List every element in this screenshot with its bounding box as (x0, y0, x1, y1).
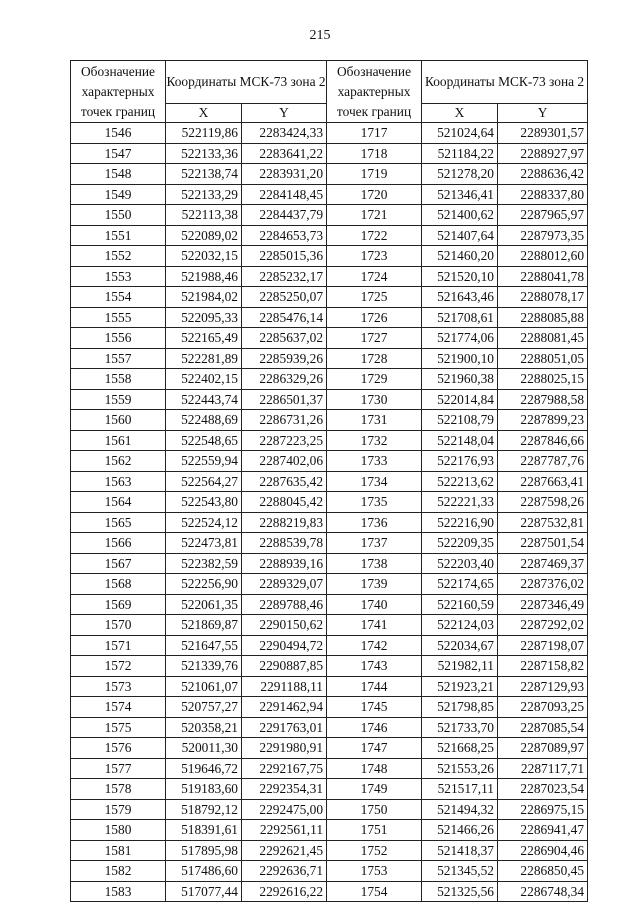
cell-x-left: 522281,89 (166, 348, 242, 369)
cell-y-right: 2287093,25 (498, 697, 588, 718)
table-row (71, 799, 588, 820)
cell-point-id-left: 1565 (71, 512, 166, 533)
cell-point-id-left: 1556 (71, 328, 166, 349)
cell-y-left: 2290150,62 (242, 615, 327, 636)
cell-point-id-right: 1726 (327, 307, 422, 328)
table-row (71, 717, 588, 738)
table-row (71, 861, 588, 882)
cell-point-id-left: 1546 (71, 123, 166, 144)
table-row (71, 574, 588, 595)
cell-point-id-right: 1742 (327, 635, 422, 656)
cell-y-left: 2288045,42 (242, 492, 327, 513)
cell-point-id-right: 1732 (327, 430, 422, 451)
table-row (71, 594, 588, 615)
cell-x-right: 521024,64 (422, 123, 498, 144)
cell-point-id-right: 1734 (327, 471, 422, 492)
cell-y-right: 2287899,23 (498, 410, 588, 431)
cell-point-id-right: 1723 (327, 246, 422, 267)
table-row (71, 307, 588, 328)
cell-x-left: 522473,81 (166, 533, 242, 554)
cell-y-left: 2292616,22 (242, 881, 327, 902)
cell-y-right: 2287376,02 (498, 574, 588, 595)
cell-x-left: 522113,38 (166, 205, 242, 226)
cell-point-id-right: 1736 (327, 512, 422, 533)
cell-point-id-left: 1555 (71, 307, 166, 328)
cell-point-id-left: 1576 (71, 738, 166, 759)
cell-point-id-left: 1578 (71, 779, 166, 800)
cell-y-right: 2287089,97 (498, 738, 588, 759)
cell-point-id-left: 1566 (71, 533, 166, 554)
cell-point-id-right: 1735 (327, 492, 422, 513)
table-row (71, 225, 588, 246)
table-row (71, 758, 588, 779)
cell-y-right: 2286748,34 (498, 881, 588, 902)
cell-x-right: 521923,21 (422, 676, 498, 697)
table-header (71, 61, 588, 123)
cell-x-right: 521520,10 (422, 266, 498, 287)
cell-y-left: 2285637,02 (242, 328, 327, 349)
table-row (71, 348, 588, 369)
cell-point-id-left: 1583 (71, 881, 166, 902)
cell-point-id-left: 1579 (71, 799, 166, 820)
cell-y-right: 2287023,54 (498, 779, 588, 800)
cell-y-left: 2292561,11 (242, 820, 327, 841)
cell-point-id-right: 1718 (327, 143, 422, 164)
cell-x-right: 521668,25 (422, 738, 498, 759)
cell-x-right: 521798,85 (422, 697, 498, 718)
cell-y-right: 2287965,97 (498, 205, 588, 226)
cell-point-id-right: 1733 (327, 451, 422, 472)
table-row (71, 123, 588, 144)
table-row (71, 615, 588, 636)
cell-y-left: 2285250,07 (242, 287, 327, 308)
table-row (71, 184, 588, 205)
header-x-left: X (166, 104, 242, 123)
cell-x-left: 520757,27 (166, 697, 242, 718)
cell-y-right: 2286904,46 (498, 840, 588, 861)
table-row (71, 492, 588, 513)
cell-x-right: 522160,59 (422, 594, 498, 615)
cell-point-id-left: 1580 (71, 820, 166, 841)
cell-y-right: 2287085,54 (498, 717, 588, 738)
cell-point-id-right: 1717 (327, 123, 422, 144)
cell-point-id-right: 1729 (327, 369, 422, 390)
cell-point-id-right: 1737 (327, 533, 422, 554)
cell-x-left: 521061,07 (166, 676, 242, 697)
cell-y-right: 2287129,93 (498, 676, 588, 697)
cell-y-left: 2290494,72 (242, 635, 327, 656)
cell-y-right: 2288081,45 (498, 328, 588, 349)
cell-y-right: 2287598,26 (498, 492, 588, 513)
cell-y-left: 2285939,26 (242, 348, 327, 369)
cell-x-left: 520011,30 (166, 738, 242, 759)
cell-y-left: 2283424,33 (242, 123, 327, 144)
cell-point-id-right: 1751 (327, 820, 422, 841)
cell-y-right: 2288078,17 (498, 287, 588, 308)
cell-x-right: 521774,06 (422, 328, 498, 349)
table-row (71, 840, 588, 861)
cell-x-right: 522221,33 (422, 492, 498, 513)
cell-y-left: 2292475,00 (242, 799, 327, 820)
cell-y-right: 2287198,07 (498, 635, 588, 656)
cell-x-left: 521339,76 (166, 656, 242, 677)
cell-x-right: 522014,84 (422, 389, 498, 410)
cell-x-left: 519183,60 (166, 779, 242, 800)
cell-y-right: 2288927,97 (498, 143, 588, 164)
cell-y-right: 2287469,37 (498, 553, 588, 574)
cell-x-left: 518792,12 (166, 799, 242, 820)
cell-point-id-right: 1749 (327, 779, 422, 800)
cell-point-id-left: 1552 (71, 246, 166, 267)
cell-point-id-right: 1724 (327, 266, 422, 287)
cell-x-left: 520358,21 (166, 717, 242, 738)
cell-point-id-right: 1752 (327, 840, 422, 861)
cell-y-right: 2286941,47 (498, 820, 588, 841)
cell-y-right: 2287973,35 (498, 225, 588, 246)
cell-point-id-right: 1748 (327, 758, 422, 779)
cell-point-id-right: 1727 (327, 328, 422, 349)
cell-y-right: 2288025,15 (498, 369, 588, 390)
cell-point-id-right: 1746 (327, 717, 422, 738)
cell-y-left: 2288539,78 (242, 533, 327, 554)
cell-y-right: 2288012,60 (498, 246, 588, 267)
cell-x-right: 521960,38 (422, 369, 498, 390)
cell-y-right: 2287846,66 (498, 430, 588, 451)
table-row (71, 738, 588, 759)
cell-point-id-left: 1562 (71, 451, 166, 472)
coordinates-table (70, 60, 588, 902)
cell-point-id-left: 1557 (71, 348, 166, 369)
header-point-designation-right: Обозначение характерных точек границ (327, 61, 422, 123)
cell-point-id-right: 1750 (327, 799, 422, 820)
cell-x-right: 522148,04 (422, 430, 498, 451)
cell-x-left: 521988,46 (166, 266, 242, 287)
cell-point-id-left: 1573 (71, 676, 166, 697)
cell-point-id-left: 1564 (71, 492, 166, 513)
cell-y-right: 2287501,54 (498, 533, 588, 554)
cell-y-left: 2290887,85 (242, 656, 327, 677)
cell-y-right: 2288636,42 (498, 164, 588, 185)
cell-y-left: 2284653,73 (242, 225, 327, 246)
cell-point-id-right: 1744 (327, 676, 422, 697)
cell-x-left: 522559,94 (166, 451, 242, 472)
cell-x-left: 521984,02 (166, 287, 242, 308)
table-row (71, 430, 588, 451)
table-row (71, 328, 588, 349)
cell-y-left: 2292354,31 (242, 779, 327, 800)
table-row (71, 164, 588, 185)
cell-point-id-right: 1741 (327, 615, 422, 636)
cell-point-id-left: 1548 (71, 164, 166, 185)
cell-x-right: 521325,56 (422, 881, 498, 902)
cell-x-right: 522203,40 (422, 553, 498, 574)
cell-y-right: 2286975,15 (498, 799, 588, 820)
cell-x-right: 522176,93 (422, 451, 498, 472)
cell-point-id-left: 1563 (71, 471, 166, 492)
cell-point-id-right: 1721 (327, 205, 422, 226)
cell-x-left: 517895,98 (166, 840, 242, 861)
table-row (71, 389, 588, 410)
cell-x-right: 522209,35 (422, 533, 498, 554)
cell-y-left: 2285015,36 (242, 246, 327, 267)
table-row (71, 820, 588, 841)
cell-y-left: 2286329,26 (242, 369, 327, 390)
cell-y-left: 2289329,07 (242, 574, 327, 595)
cell-point-id-right: 1754 (327, 881, 422, 902)
cell-y-left: 2283931,20 (242, 164, 327, 185)
cell-y-right: 2286850,45 (498, 861, 588, 882)
cell-point-id-right: 1740 (327, 594, 422, 615)
cell-x-left: 522443,74 (166, 389, 242, 410)
cell-y-right: 2288041,78 (498, 266, 588, 287)
cell-point-id-left: 1559 (71, 389, 166, 410)
cell-y-right: 2287117,71 (498, 758, 588, 779)
header-row-titles (71, 61, 588, 104)
cell-y-left: 2286731,26 (242, 410, 327, 431)
cell-point-id-right: 1743 (327, 656, 422, 677)
cell-y-left: 2291188,11 (242, 676, 327, 697)
cell-y-right: 2289301,57 (498, 123, 588, 144)
cell-y-right: 2288085,88 (498, 307, 588, 328)
cell-y-left: 2288939,16 (242, 553, 327, 574)
cell-x-left: 522095,33 (166, 307, 242, 328)
table-row (71, 266, 588, 287)
cell-point-id-right: 1745 (327, 697, 422, 718)
cell-x-right: 522174,65 (422, 574, 498, 595)
cell-y-left: 2291462,94 (242, 697, 327, 718)
cell-x-right: 521184,22 (422, 143, 498, 164)
cell-x-left: 521647,55 (166, 635, 242, 656)
cell-point-id-right: 1753 (327, 861, 422, 882)
cell-point-id-right: 1719 (327, 164, 422, 185)
cell-x-right: 521553,26 (422, 758, 498, 779)
cell-point-id-right: 1728 (327, 348, 422, 369)
cell-x-left: 522564,27 (166, 471, 242, 492)
cell-point-id-left: 1547 (71, 143, 166, 164)
cell-x-left: 521869,87 (166, 615, 242, 636)
table-row (71, 205, 588, 226)
cell-x-left: 522061,35 (166, 594, 242, 615)
cell-x-left: 522382,59 (166, 553, 242, 574)
cell-x-left: 522256,90 (166, 574, 242, 595)
cell-x-left: 522402,15 (166, 369, 242, 390)
cell-point-id-left: 1567 (71, 553, 166, 574)
cell-point-id-right: 1739 (327, 574, 422, 595)
table-body (71, 123, 588, 902)
cell-x-right: 521494,32 (422, 799, 498, 820)
cell-x-left: 518391,61 (166, 820, 242, 841)
header-coordinates-left: Координаты МСК-73 зона 2 (166, 61, 327, 104)
table-row (71, 656, 588, 677)
table-row (71, 471, 588, 492)
header-x-right: X (422, 104, 498, 123)
cell-x-left: 522488,69 (166, 410, 242, 431)
cell-y-left: 2283641,22 (242, 143, 327, 164)
cell-point-id-left: 1550 (71, 205, 166, 226)
cell-point-id-right: 1720 (327, 184, 422, 205)
table-row (71, 512, 588, 533)
cell-y-left: 2284437,79 (242, 205, 327, 226)
cell-y-right: 2287532,81 (498, 512, 588, 533)
cell-x-left: 522524,12 (166, 512, 242, 533)
cell-x-right: 522124,03 (422, 615, 498, 636)
cell-y-left: 2289788,46 (242, 594, 327, 615)
cell-y-left: 2287402,06 (242, 451, 327, 472)
table-row (71, 143, 588, 164)
cell-y-right: 2287787,76 (498, 451, 588, 472)
table-row (71, 369, 588, 390)
cell-point-id-right: 1731 (327, 410, 422, 431)
cell-x-right: 522216,90 (422, 512, 498, 533)
cell-point-id-left: 1560 (71, 410, 166, 431)
cell-point-id-left: 1551 (71, 225, 166, 246)
table-row (71, 410, 588, 431)
cell-y-right: 2288051,05 (498, 348, 588, 369)
cell-x-right: 521982,11 (422, 656, 498, 677)
cell-x-right: 521733,70 (422, 717, 498, 738)
cell-point-id-left: 1558 (71, 369, 166, 390)
header-y-right: Y (498, 104, 588, 123)
cell-y-left: 2287223,25 (242, 430, 327, 451)
cell-y-left: 2288219,83 (242, 512, 327, 533)
cell-x-left: 519646,72 (166, 758, 242, 779)
cell-x-left: 522119,86 (166, 123, 242, 144)
cell-y-right: 2287346,49 (498, 594, 588, 615)
cell-y-left: 2287635,42 (242, 471, 327, 492)
table-row (71, 779, 588, 800)
table-row (71, 287, 588, 308)
cell-y-left: 2292167,75 (242, 758, 327, 779)
cell-y-left: 2292621,45 (242, 840, 327, 861)
cell-x-left: 522133,29 (166, 184, 242, 205)
cell-x-right: 521900,10 (422, 348, 498, 369)
cell-x-left: 522138,74 (166, 164, 242, 185)
cell-x-left: 522543,80 (166, 492, 242, 513)
cell-x-right: 521460,20 (422, 246, 498, 267)
header-point-designation-left: Обозначение характерных точек границ (71, 61, 166, 123)
cell-x-right: 522213,62 (422, 471, 498, 492)
cell-y-left: 2292636,71 (242, 861, 327, 882)
cell-y-left: 2285476,14 (242, 307, 327, 328)
cell-y-right: 2287663,41 (498, 471, 588, 492)
cell-y-left: 2285232,17 (242, 266, 327, 287)
table-row (71, 635, 588, 656)
cell-point-id-right: 1725 (327, 287, 422, 308)
cell-point-id-left: 1554 (71, 287, 166, 308)
table-row (71, 697, 588, 718)
table-row (71, 246, 588, 267)
table-row (71, 881, 588, 902)
cell-x-right: 521466,26 (422, 820, 498, 841)
cell-x-right: 521643,46 (422, 287, 498, 308)
cell-x-left: 522165,49 (166, 328, 242, 349)
cell-y-left: 2286501,37 (242, 389, 327, 410)
cell-point-id-left: 1582 (71, 861, 166, 882)
cell-y-right: 2288337,80 (498, 184, 588, 205)
cell-point-id-left: 1553 (71, 266, 166, 287)
header-coordinates-right: Координаты МСК-73 зона 2 (422, 61, 588, 104)
cell-x-right: 522034,67 (422, 635, 498, 656)
cell-point-id-left: 1574 (71, 697, 166, 718)
cell-y-right: 2287988,58 (498, 389, 588, 410)
cell-y-right: 2287158,82 (498, 656, 588, 677)
table-row (71, 533, 588, 554)
cell-point-id-left: 1572 (71, 656, 166, 677)
cell-x-right: 521345,52 (422, 861, 498, 882)
cell-point-id-right: 1730 (327, 389, 422, 410)
cell-point-id-left: 1575 (71, 717, 166, 738)
cell-x-right: 521517,11 (422, 779, 498, 800)
cell-x-left: 522548,65 (166, 430, 242, 451)
cell-point-id-left: 1568 (71, 574, 166, 595)
cell-point-id-left: 1571 (71, 635, 166, 656)
cell-x-left: 522089,02 (166, 225, 242, 246)
header-y-left: Y (242, 104, 327, 123)
cell-point-id-right: 1747 (327, 738, 422, 759)
cell-y-left: 2291763,01 (242, 717, 327, 738)
cell-y-left: 2284148,45 (242, 184, 327, 205)
cell-point-id-left: 1570 (71, 615, 166, 636)
cell-x-right: 521708,61 (422, 307, 498, 328)
cell-x-left: 517077,44 (166, 881, 242, 902)
cell-point-id-left: 1549 (71, 184, 166, 205)
cell-point-id-left: 1577 (71, 758, 166, 779)
cell-point-id-left: 1569 (71, 594, 166, 615)
cell-y-left: 2291980,91 (242, 738, 327, 759)
page-number: 215 (309, 28, 331, 43)
cell-x-right: 521278,20 (422, 164, 498, 185)
cell-point-id-right: 1738 (327, 553, 422, 574)
cell-x-left: 522032,15 (166, 246, 242, 267)
cell-x-right: 521346,41 (422, 184, 498, 205)
cell-point-id-left: 1581 (71, 840, 166, 861)
table-row (71, 451, 588, 472)
cell-x-left: 522133,36 (166, 143, 242, 164)
cell-x-right: 521400,62 (422, 205, 498, 226)
cell-x-right: 521407,64 (422, 225, 498, 246)
cell-point-id-right: 1722 (327, 225, 422, 246)
table-row (71, 553, 588, 574)
cell-x-right: 522108,79 (422, 410, 498, 431)
cell-x-left: 517486,60 (166, 861, 242, 882)
cell-y-right: 2287292,02 (498, 615, 588, 636)
cell-x-right: 521418,37 (422, 840, 498, 861)
table-row (71, 676, 588, 697)
cell-point-id-left: 1561 (71, 430, 166, 451)
